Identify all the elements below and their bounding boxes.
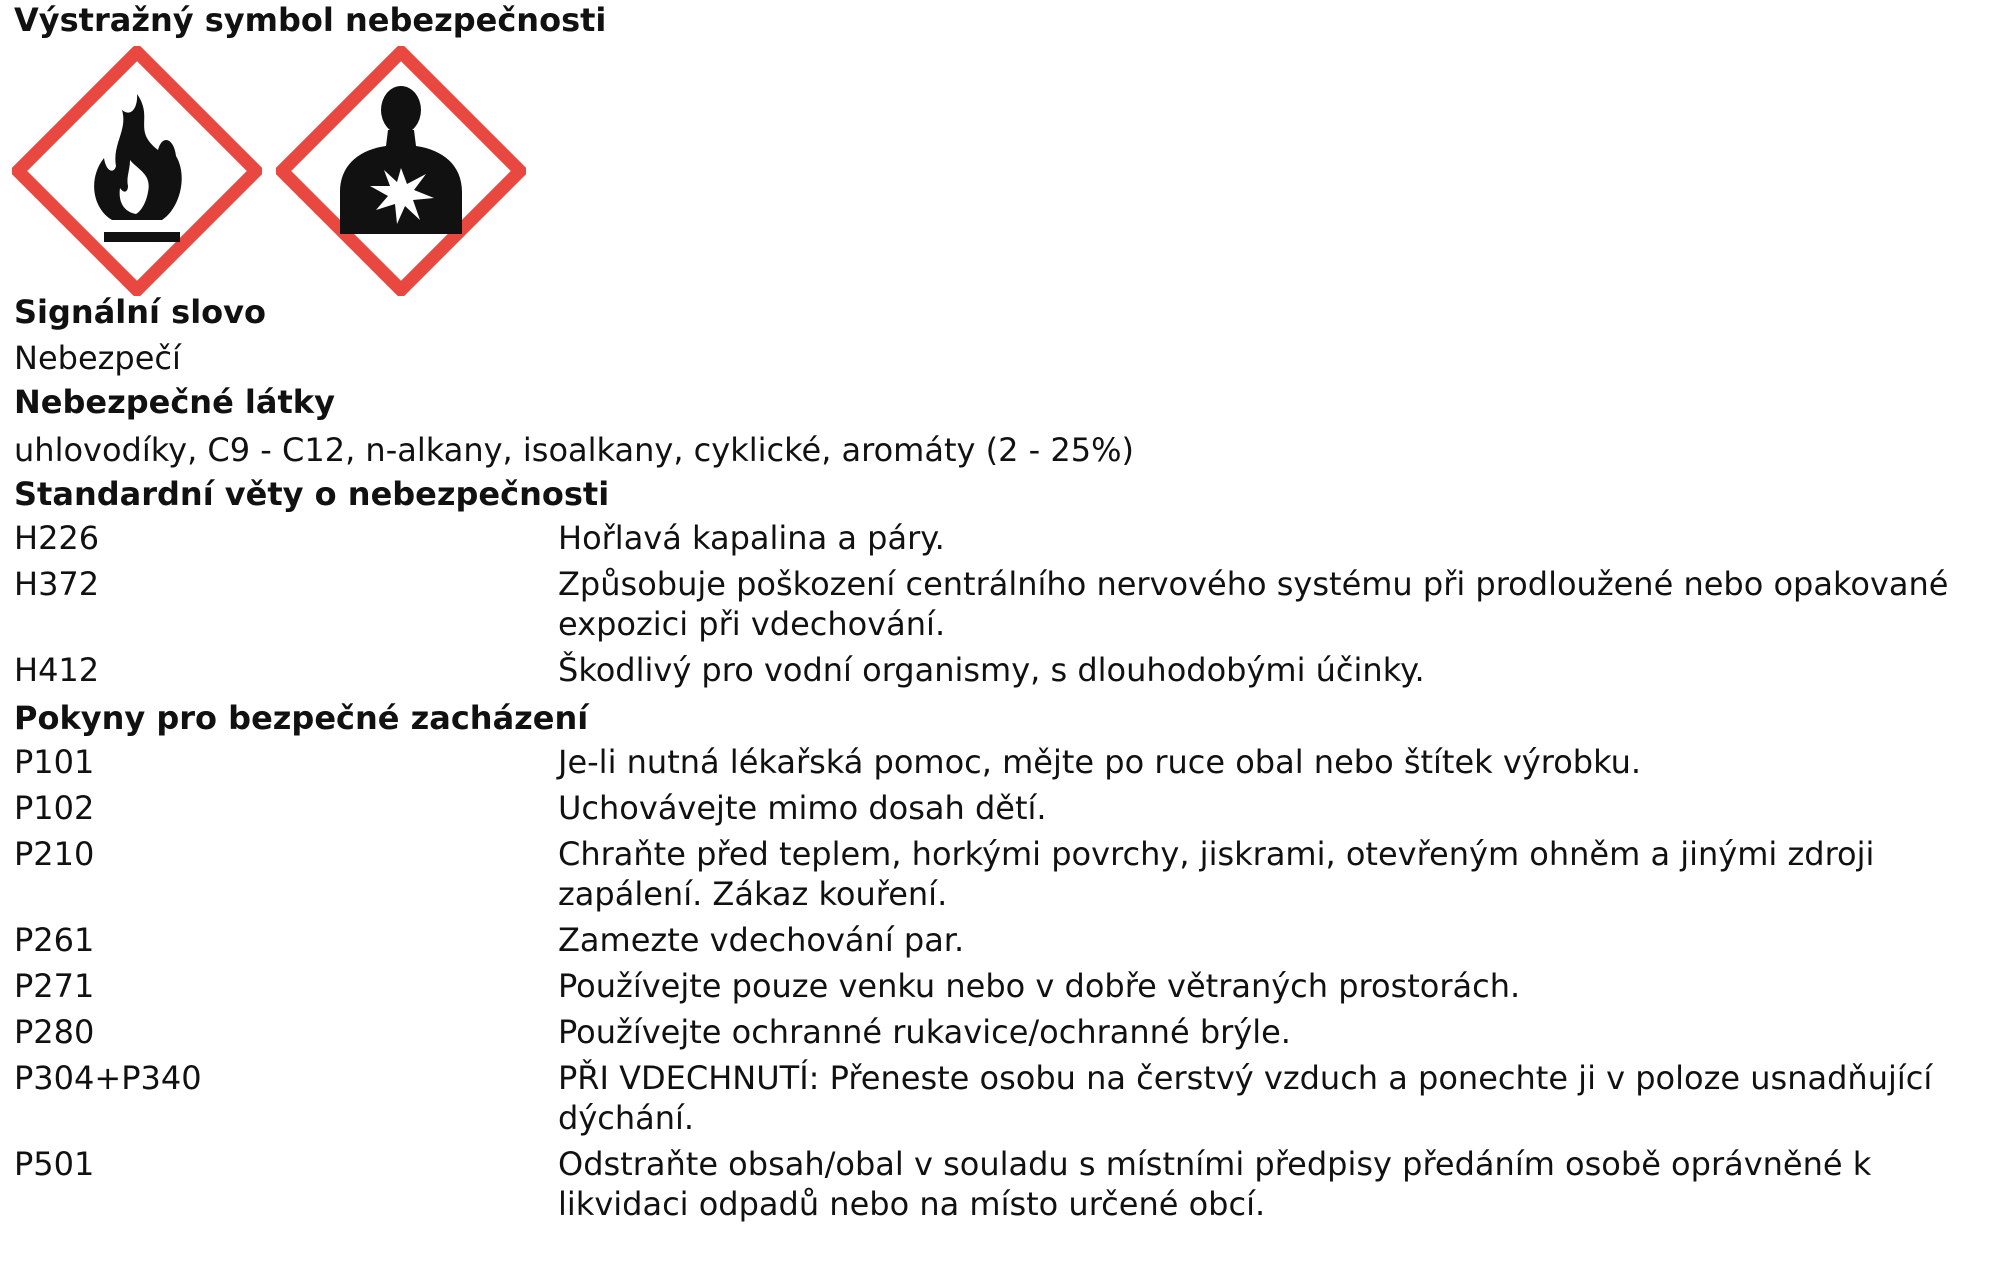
statement-text: Používejte pouze venku nebo v dobře větraných prostorách. — [558, 967, 1521, 1005]
statement-text: Je-li nutná lékařská pomoc, mějte po ruce obal nebo štítek výrobku. — [558, 743, 1642, 781]
statement-text: Způsobuje poškození centrálního nervového systému při prodloužené nebo opakované expozici při vdechování. — [558, 565, 1949, 643]
statement-code: H412 — [14, 651, 100, 689]
hazardous-substances-value: uhlovodíky, C9 - C12, n-alkany, isoalkany, cyklické, aromáty (2 - 25%) — [14, 431, 1134, 469]
statement-text: Hořlavá kapalina a páry. — [558, 519, 945, 557]
statement-code: P102 — [14, 789, 95, 827]
statement-text: Škodlivý pro vodní organismy, s dlouhodobými účinky. — [558, 651, 1425, 689]
hazard-statements-list — [14, 518, 1984, 690]
statement-code: P261 — [14, 921, 95, 959]
statement-text: Používejte ochranné rukavice/ochranné brýle. — [558, 1013, 1291, 1051]
statement-text: PŘI VDECHNUTÍ: Přeneste osobu na čerstvý vzduch a ponechte ji v poloze usnadňující dýchání. — [558, 1059, 1933, 1137]
statement-code: P501 — [14, 1145, 95, 1183]
statement-row — [14, 966, 1984, 1006]
statement-code: H226 — [14, 519, 100, 557]
statement-code: P304+P340 — [14, 1059, 202, 1097]
statement-row — [14, 564, 1984, 644]
statement-row — [14, 834, 1984, 914]
precautionary-statements-list — [14, 742, 1984, 1224]
statement-row — [14, 1058, 1984, 1138]
statement-code: P271 — [14, 967, 95, 1005]
signal-word-heading: Signální slovo — [14, 293, 266, 331]
statement-row — [14, 518, 1984, 558]
statement-text: Zamezte vdechování par. — [558, 921, 965, 959]
statement-code: P280 — [14, 1013, 95, 1051]
statement-text: Chraňte před teplem, horkými povrchy, jiskrami, otevřeným ohněm a jinými zdroji zapálení. Zákaz kouření. — [558, 835, 1875, 913]
statement-row — [14, 788, 1984, 828]
hazard-statements-heading: Standardní věty o nebezpečnosti — [14, 475, 610, 513]
statement-code: P210 — [14, 835, 95, 873]
pictogram-heading: Výstražný symbol nebezpečnosti — [14, 1, 607, 39]
statement-row — [14, 1012, 1984, 1052]
flame-icon — [12, 46, 262, 296]
statement-text: Odstraňte obsah/obal v souladu s místními předpisy předáním osobě oprávněné k likvidaci odpadů nebo na místo určené obcí. — [558, 1145, 1872, 1223]
precautionary-statements-heading: Pokyny pro bezpečné zacházení — [14, 699, 589, 737]
statement-code: P101 — [14, 743, 95, 781]
hazardous-substances-heading: Nebezpečné látky — [14, 383, 335, 421]
statement-row — [14, 1144, 1984, 1224]
statement-row — [14, 920, 1984, 960]
statement-row — [14, 742, 1984, 782]
health-hazard-icon — [276, 46, 526, 296]
label-document — [14, 0, 1984, 1224]
statement-row — [14, 650, 1984, 690]
hazard-pictograms — [14, 46, 1984, 292]
signal-word-value: Nebezpečí — [14, 339, 181, 377]
statement-text: Uchovávejte mimo dosah dětí. — [558, 789, 1047, 827]
statement-code: H372 — [14, 565, 100, 603]
